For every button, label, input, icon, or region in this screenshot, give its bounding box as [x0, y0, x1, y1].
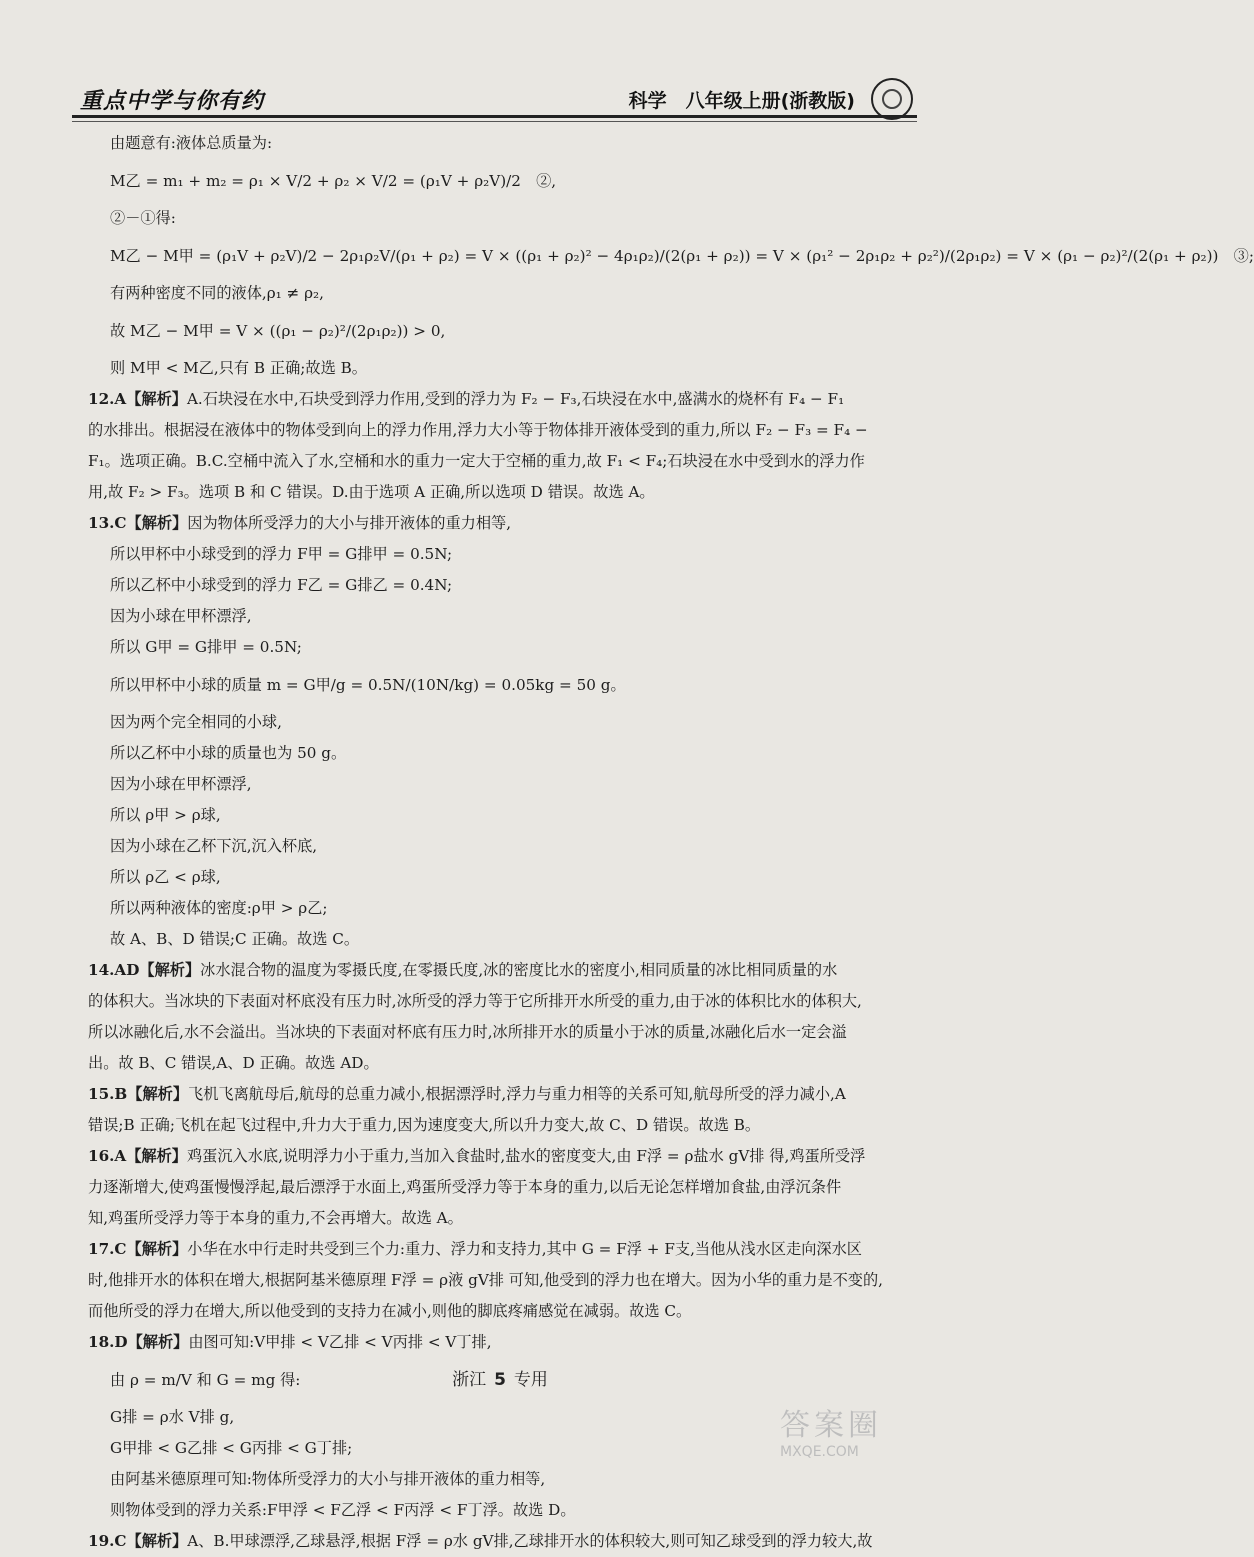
line-text: 所以 ρ乙 < ρ球, — [110, 868, 221, 886]
text-line — [88, 632, 918, 663]
text-line — [88, 1495, 918, 1526]
line-text: 所以 G甲 = G排甲 = 0.5N; — [110, 638, 302, 656]
text-line — [88, 663, 918, 707]
question-number: 17.C — [88, 1240, 127, 1258]
text-line — [88, 800, 918, 831]
analysis-tag: 【解析】 — [139, 961, 201, 979]
watermark — [780, 1400, 970, 1460]
analysis-tag: 【解析】 — [127, 1333, 189, 1351]
line-text: M乙 − M甲 = (ρ₁V + ρ₂V)/2 − 2ρ₁ρ₂V/(ρ₁ + ρ₂) = V × ((ρ₁ + ρ₂)² − 4ρ₁ρ₂)/(2(ρ₁ + ρ₂)) = V × (ρ₁² − 2ρ₁ρ₂ + ρ₂²)/(2ρ₁ρ₂) = V × (ρ₁ − ρ₂)²/(2(ρ₁ + ρ₂)) ③; — [110, 247, 1254, 265]
line-text: 知,鸡蛋所受浮力等于本身的重力,不会再增大。故选 A。 — [88, 1209, 463, 1227]
text-line — [88, 601, 918, 632]
text-line — [88, 1296, 918, 1327]
text-line — [88, 1327, 918, 1358]
text-line — [88, 203, 918, 234]
text-line — [88, 539, 918, 570]
line-text: 所以 ρ甲 > ρ球, — [110, 806, 221, 824]
line-text: G排 = ρ水 V排 g, — [110, 1408, 235, 1426]
answer-content — [88, 128, 1254, 1557]
line-text: 用,故 F₂ > F₃。选项 B 和 C 错误。D.由于选项 A 正确,所以选项 D 错误。故选 A。 — [88, 483, 655, 501]
line-text: 鸡蛋沉入水底,说明浮力小于重力,当加入食盐时,盐水的密度变大,由 F浮 = ρ盐水 gV排 得,鸡蛋所受浮 — [186, 1147, 866, 1165]
line-text: 力逐渐增大,使鸡蛋慢慢浮起,最后漂浮于水面上,鸡蛋所受浮力等于本身的重力,以后无论怎样增加食盐,由浮沉条件 — [88, 1178, 842, 1196]
line-text: 所以甲杯中小球的质量 m = G甲/g = 0.5N/(10N/kg) = 0.05kg = 50 g。 — [110, 676, 626, 694]
header-rule-thick — [72, 115, 917, 118]
text-line — [88, 1265, 918, 1296]
line-text: 飞机飞离航母后,航母的总重力减小,根据漂浮时,浮力与重力相等的关系可知,航母所受的浮力减小,A — [188, 1085, 846, 1103]
line-text: 故 M乙 − M甲 = V × ((ρ₁ − ρ₂)²/(2ρ₁ρ₂)) > 0, — [110, 322, 446, 340]
page-number: 5 — [494, 1370, 506, 1390]
line-text: 冰水混合物的温度为零摄氏度,在零摄氏度,冰的密度比水的密度小,相同质量的冰比相同质量的水 — [200, 961, 838, 979]
text-line — [88, 159, 918, 203]
line-text: 由 ρ = m/V 和 G = mg 得: — [110, 1371, 301, 1389]
line-text: 的水排出。根据浸在液体中的物体受到向上的浮力作用,浮力大小等于物体排开液体受到的重力,所以 F₂ − F₃ = F₄ − — [88, 421, 868, 439]
text-line — [88, 508, 918, 539]
text-line — [88, 738, 918, 769]
text-line — [88, 1234, 918, 1265]
line-text: 出。故 B、C 错误,A、D 正确。故选 AD。 — [88, 1054, 379, 1072]
line-text: 错误;B 正确;飞机在起飞过程中,升力大于重力,因为速度变大,所以升力变大,故 C、D 错误。故选 B。 — [88, 1116, 761, 1134]
text-line — [88, 1017, 918, 1048]
analysis-tag: 【解析】 — [126, 514, 188, 532]
line-text: 因为物体所受浮力的大小与排开液体的重力相等, — [187, 514, 512, 532]
text-line — [88, 278, 918, 309]
text-line — [88, 309, 918, 353]
text-line — [88, 446, 918, 477]
subject-title: 科学 八年级上册(浙教版) — [628, 90, 855, 112]
line-text: 所以两种液体的密度:ρ甲 > ρ乙; — [110, 899, 328, 917]
analysis-tag: 【解析】 — [126, 1147, 187, 1165]
analysis-tag: 【解析】 — [126, 1532, 188, 1550]
line-text: 小华在水中行走时共受到三个力:重力、浮力和支持力,其中 G = F浮 + F支,当他从浅水区走向深水区 — [187, 1240, 862, 1258]
page-header — [72, 78, 917, 126]
text-line — [88, 234, 1254, 278]
text-line — [88, 128, 918, 159]
text-line — [88, 1526, 918, 1557]
line-text: A.石块浸在水中,石块受到浮力作用,受到的浮力为 F₂ − F₃,石块浸在水中,盛满水的烧杯有 F₄ − F₁ — [186, 390, 845, 408]
text-line — [88, 862, 918, 893]
text-line — [88, 1172, 918, 1203]
question-number: 13.C — [88, 514, 127, 532]
line-text: 则 M甲 < M乙,只有 B 正确;故选 B。 — [110, 359, 367, 377]
line-text: 而他所受的浮力在增大,所以他受到的支持力在减小,则他的脚底疼痛感觉在减弱。故选 C。 — [88, 1302, 692, 1320]
line-text: 所以甲杯中小球受到的浮力 F甲 = G排甲 = 0.5N; — [110, 545, 453, 563]
text-line — [88, 415, 918, 446]
analysis-tag: 【解析】 — [126, 390, 187, 408]
line-text: 所以冰融化后,水不会溢出。当冰块的下表面对杯底有压力时,冰所排开水的质量小于冰的质量,冰融化后水一定会溢 — [88, 1023, 847, 1041]
line-text: 由图可知:V甲排 < V乙排 < V丙排 < V丁排, — [188, 1333, 492, 1351]
question-number: 16.A — [88, 1147, 127, 1165]
line-text: 所以乙杯中小球的质量也为 50 g。 — [110, 744, 347, 762]
line-text: 的体积大。当冰块的下表面对杯底没有压力时,冰所受的浮力等于它所排开水所受的重力,由于冰的体积比水的体积大, — [88, 992, 862, 1010]
watermark-url: MXQE.COM — [780, 1444, 859, 1460]
analysis-tag: 【解析】 — [127, 1085, 189, 1103]
text-line — [88, 1048, 918, 1079]
page-footer — [0, 1365, 1000, 1390]
footer-region: 浙江 — [452, 1370, 487, 1390]
line-text: 因为小球在甲杯漂浮, — [110, 607, 252, 625]
line-text: M乙 = m₁ + m₂ = ρ₁ × V/2 + ρ₂ × V/2 = (ρ₁V + ρ₂V)/2 ②, — [110, 172, 557, 190]
question-number: 19.C — [88, 1532, 127, 1550]
analysis-tag: 【解析】 — [126, 1240, 188, 1258]
text-line — [88, 353, 918, 384]
text-line — [88, 924, 918, 955]
text-line — [88, 986, 918, 1017]
text-line — [88, 769, 918, 800]
watermark-logo: 答案圈 — [780, 1408, 882, 1443]
line-text: 因为小球在甲杯漂浮, — [110, 775, 252, 793]
text-line — [88, 831, 918, 862]
line-text: 则物体受到的浮力关系:F甲浮 < F乙浮 < F丙浮 < F丁浮。故选 D。 — [110, 1501, 576, 1519]
line-text: G甲排 < G乙排 < G丙排 < G丁排; — [110, 1439, 353, 1457]
text-line — [88, 955, 918, 986]
text-line — [88, 1203, 918, 1234]
line-text: 因为小球在乙杯下沉,沉入杯底, — [110, 837, 318, 855]
footer-label: 专用 — [513, 1370, 548, 1390]
text-line — [88, 1464, 918, 1495]
text-line — [88, 384, 918, 415]
brand-title: 重点中学与你有约 — [80, 89, 265, 114]
text-line — [88, 1141, 918, 1172]
line-text: 由阿基米德原理可知:物体所受浮力的大小与排开液体的重力相等, — [110, 1470, 546, 1488]
text-line — [88, 893, 918, 924]
question-number: 12.A — [88, 390, 127, 408]
line-text: F₁。选项正确。B.C.空桶中流入了水,空桶和水的重力一定大于空桶的重力,故 F₁ < F₄;石块浸在水中受到水的浮力作 — [88, 452, 865, 470]
line-text: 故 A、B、D 错误;C 正确。故选 C。 — [110, 930, 360, 948]
line-text: ②－①得: — [110, 209, 176, 227]
text-line — [88, 707, 918, 738]
text-line — [88, 570, 918, 601]
line-text: 有两种密度不同的液体,ρ₁ ≠ ρ₂, — [110, 284, 324, 302]
text-line — [88, 1110, 918, 1141]
line-text: 时,他排开水的体积在增大,根据阿基米德原理 F浮 = ρ液 gV排 可知,他受到的浮力也在增大。因为小华的重力是不变的, — [88, 1271, 883, 1289]
question-number: 18.D — [88, 1333, 128, 1351]
question-number: 14.AD — [88, 961, 140, 979]
line-text: A、B.甲球漂浮,乙球悬浮,根据 F浮 = ρ水 gV排,乙球排开水的体积较大,则可知乙球受到的浮力较大,故 — [187, 1532, 873, 1550]
school-seal-icon — [871, 78, 913, 120]
line-text: 因为两个完全相同的小球, — [110, 713, 282, 731]
text-line — [88, 477, 918, 508]
question-number: 15.B — [88, 1085, 128, 1103]
text-line — [88, 1079, 918, 1110]
line-text: 由题意有:液体总质量为: — [110, 134, 273, 152]
header-rule-thin — [72, 121, 917, 122]
line-text: 所以乙杯中小球受到的浮力 F乙 = G排乙 = 0.4N; — [110, 576, 453, 594]
